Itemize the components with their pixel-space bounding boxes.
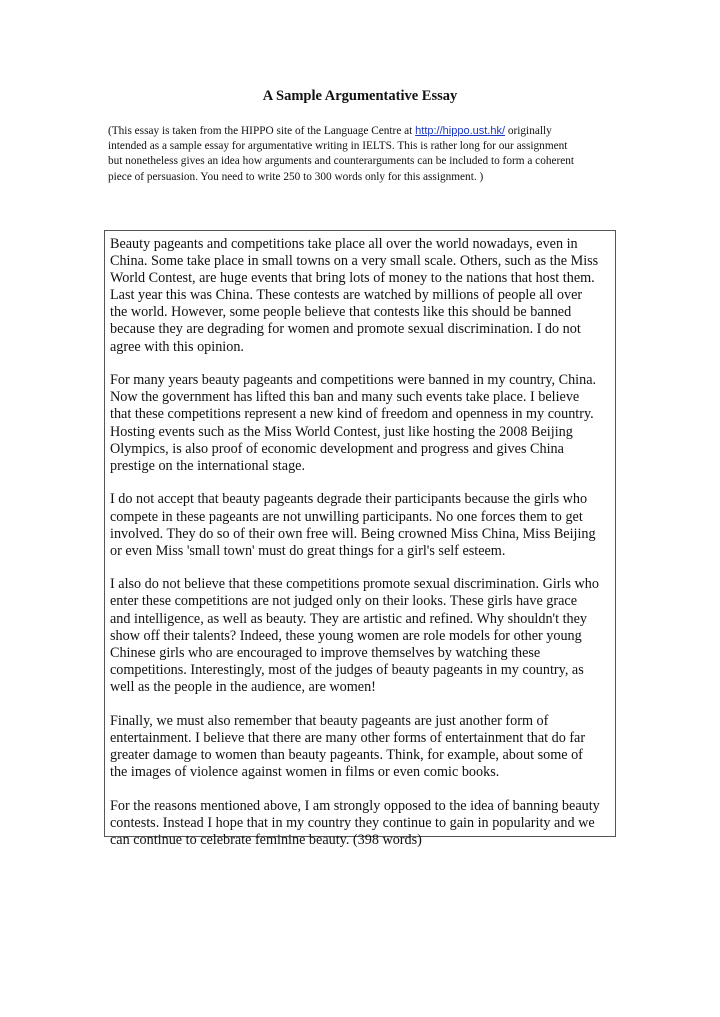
essay-line: Finally, we must also remember that beauty pageants are just another form of	[110, 712, 549, 729]
essay-line: contests. Instead I hope that in my country they continue to gain in popularity and we	[110, 814, 595, 831]
essay-line: can continue to celebrate feminine beauty. (398 words)	[110, 831, 422, 848]
essay-line: and intelligence, as well as beauty. They are artistic and refined. Why shouldn't they	[110, 610, 588, 627]
essay-line: because they are degrading for women and promote sexual discrimination. I do not	[110, 321, 581, 338]
essay-paragraph	[110, 576, 614, 696]
essay-line: show off their talents? Indeed, these young women are role models for other young	[110, 627, 582, 644]
essay-line: involved. They do so of their own free will. Being crowned Miss China, Miss Beijing	[110, 525, 596, 542]
essay-box	[104, 230, 616, 848]
intro-text: originally	[505, 125, 552, 137]
essay-text	[110, 236, 614, 865]
essay-line: the world. However, some people believe that contests like this should be banned	[110, 304, 572, 321]
essay-line: China. Some take place in small towns on a very small scale. Others, such as the Miss	[110, 253, 599, 270]
essay-line: or even Miss 'small town' must do great things for a girl's self esteem.	[110, 542, 506, 559]
essay-line: compete in these pageants are not unwilling participants. No one forces them to get	[110, 508, 583, 525]
essay-line: Chinese girls who are encouraged to improve themselves by watching these	[110, 644, 541, 661]
intro-line: but nonetheless gives an idea how arguments and counterarguments can be included to form a coherent	[108, 155, 575, 168]
essay-line: Now the government has lifted this ban and many such events take place. I believe	[110, 389, 580, 406]
page-title: A Sample Argumentative Essay	[262, 88, 458, 104]
essay-line: I do not accept that beauty pageants degrade their participants because the girls who	[110, 491, 588, 508]
essay-line: World Contest, are huge events that bring lots of money to the nations that host them.	[110, 270, 595, 287]
essay-line: For the reasons mentioned above, I am strongly opposed to the idea of banning beauty	[110, 797, 600, 814]
essay-line: well as the people in the audience, are women!	[110, 678, 376, 695]
essay-paragraph	[110, 372, 614, 475]
essay-line: greater damage to women than beauty pageants. Think, for example, about some of	[110, 746, 583, 763]
essay-line: competitions. Interestingly, most of the judges of beauty pageants in my country, as	[110, 661, 584, 678]
essay-line: enter these competitions are not judged only on their looks. These girls have grace	[110, 593, 578, 610]
essay-line: the images of violence against women in films or even comic books.	[110, 763, 500, 780]
essay-paragraph	[110, 236, 614, 356]
essay-paragraph	[110, 713, 614, 781]
essay-line: Beauty pageants and competitions take place all over the world nowadays, even in	[110, 236, 578, 252]
essay-line: prestige on the international stage.	[110, 457, 306, 474]
essay-line: Olympics, is also proof of economic development and progress and gives China	[110, 440, 564, 457]
essay-line: For many years beauty pageants and competitions were banned in my country, China.	[110, 372, 597, 389]
essay-line: Last year this was China. These contests are watched by millions of people all over	[110, 287, 583, 304]
essay-line: I also do not believe that these competitions promote sexual discrimination. Girls who	[110, 576, 599, 593]
essay-line: Hosting events such as the Miss World Contest, just like hosting the 2008 Beijing	[110, 423, 573, 440]
essay-paragraph	[110, 798, 614, 849]
essay-line: agree with this opinion.	[110, 338, 244, 355]
hippo-link[interactable]: http://hippo.ust.hk/	[415, 125, 506, 137]
intro-line	[108, 124, 628, 139]
intro-line: intended as a sample essay for argumentative writing in IELTS. This is rather long for our assignment	[108, 140, 568, 153]
intro-text: (This essay is taken from the HIPPO site of the Language Centre at	[108, 125, 416, 137]
intro-line: piece of persuasion. You need to write 250 to 300 words only for this assignment. )	[108, 170, 484, 183]
essay-paragraph	[110, 491, 614, 559]
intro-note	[108, 124, 628, 185]
essay-line: entertainment. I believe that there are many other forms of entertainment that do far	[110, 729, 586, 746]
essay-line: that these competitions represent a new kind of freedom and openness in my country.	[110, 406, 594, 423]
